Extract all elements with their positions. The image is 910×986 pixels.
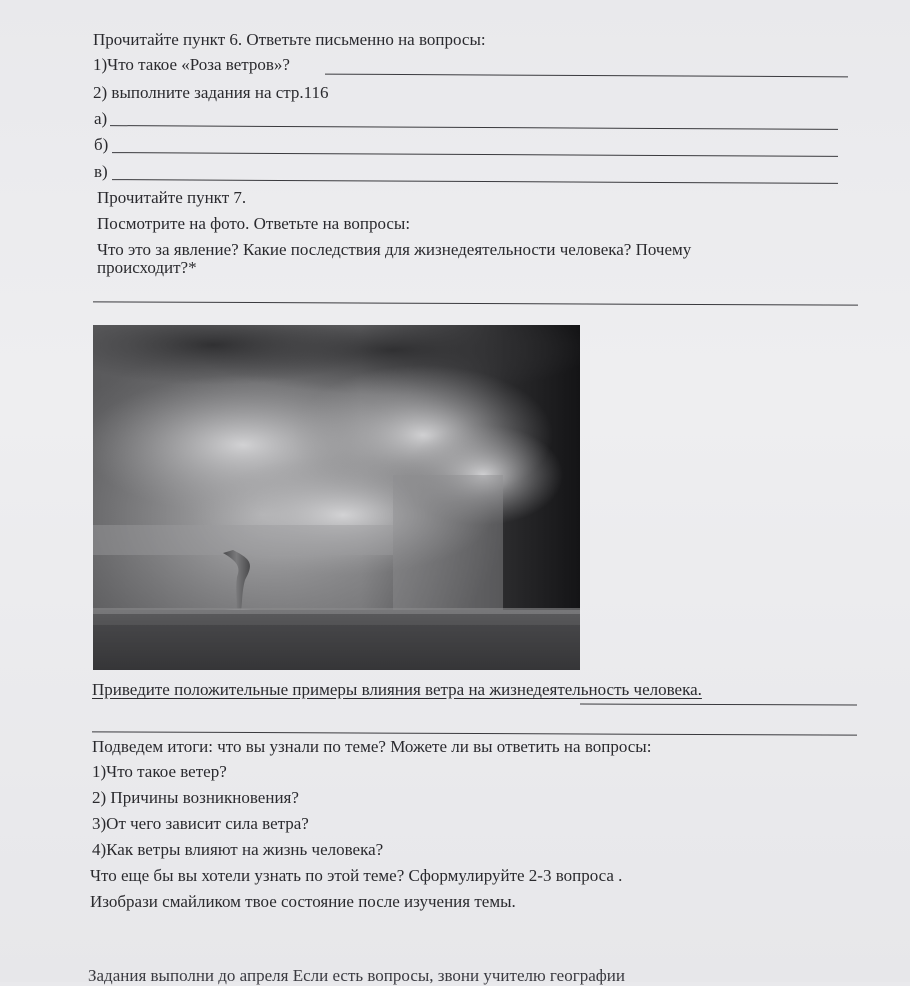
- task-page-116: 2) выполните задания на стр.116: [93, 83, 329, 102]
- answer-line-positive-1: [580, 704, 857, 706]
- summary-question-1: 1)Что такое ветер?: [92, 762, 227, 781]
- tornado-photo: [93, 325, 580, 670]
- answer-line-v: [112, 179, 838, 184]
- answer-line-positive-2: [92, 731, 857, 735]
- answer-label-b: б): [94, 135, 109, 154]
- photo-instruction: Посмотрите на фото. Ответьте на вопросы:: [97, 214, 411, 233]
- answer-label-v: в): [94, 162, 108, 181]
- phenomenon-question-line2: происходит?*: [97, 258, 197, 277]
- answer-line-a: [110, 125, 838, 130]
- positive-examples-prompt: Приведите положительные примеры влияния ветра на жизнедеятельность человека.: [92, 680, 702, 699]
- summary-question-3: 3)От чего зависит сила ветра?: [92, 814, 309, 833]
- summary-more-questions: Что еще бы вы хотели узнать по этой теме? Сформулируйте 2-3 вопроса .: [90, 866, 623, 885]
- summary-title: Подведем итоги: что вы узнали по теме? Можете ли вы ответить на вопросы:: [92, 737, 652, 756]
- deadline-note: Задания выполни до апреля Если есть вопросы, звони учителю географии: [88, 966, 625, 985]
- section6-title: Прочитайте пункт 6. Ответьте письменно на вопросы:: [93, 30, 486, 49]
- answer-line-wind-rose: [325, 74, 848, 78]
- summary-question-4: 4)Как ветры влияют на жизнь человека?: [92, 840, 384, 859]
- section7-title: Прочитайте пункт 7.: [97, 188, 247, 207]
- phenomenon-question-line1: Что это за явление? Какие последствия для жизнедеятельности человека? Почему: [97, 240, 692, 259]
- answer-line-phenomenon: [93, 301, 858, 305]
- summary-smiley-task: Изобрази смайликом твое состояние после изучения темы.: [90, 892, 516, 911]
- question-wind-rose: 1)Что такое «Роза ветров»?: [93, 55, 290, 74]
- answer-label-a: а): [94, 109, 108, 128]
- answer-line-b: [112, 152, 838, 157]
- summary-question-2: 2) Причины возникновения?: [92, 788, 299, 807]
